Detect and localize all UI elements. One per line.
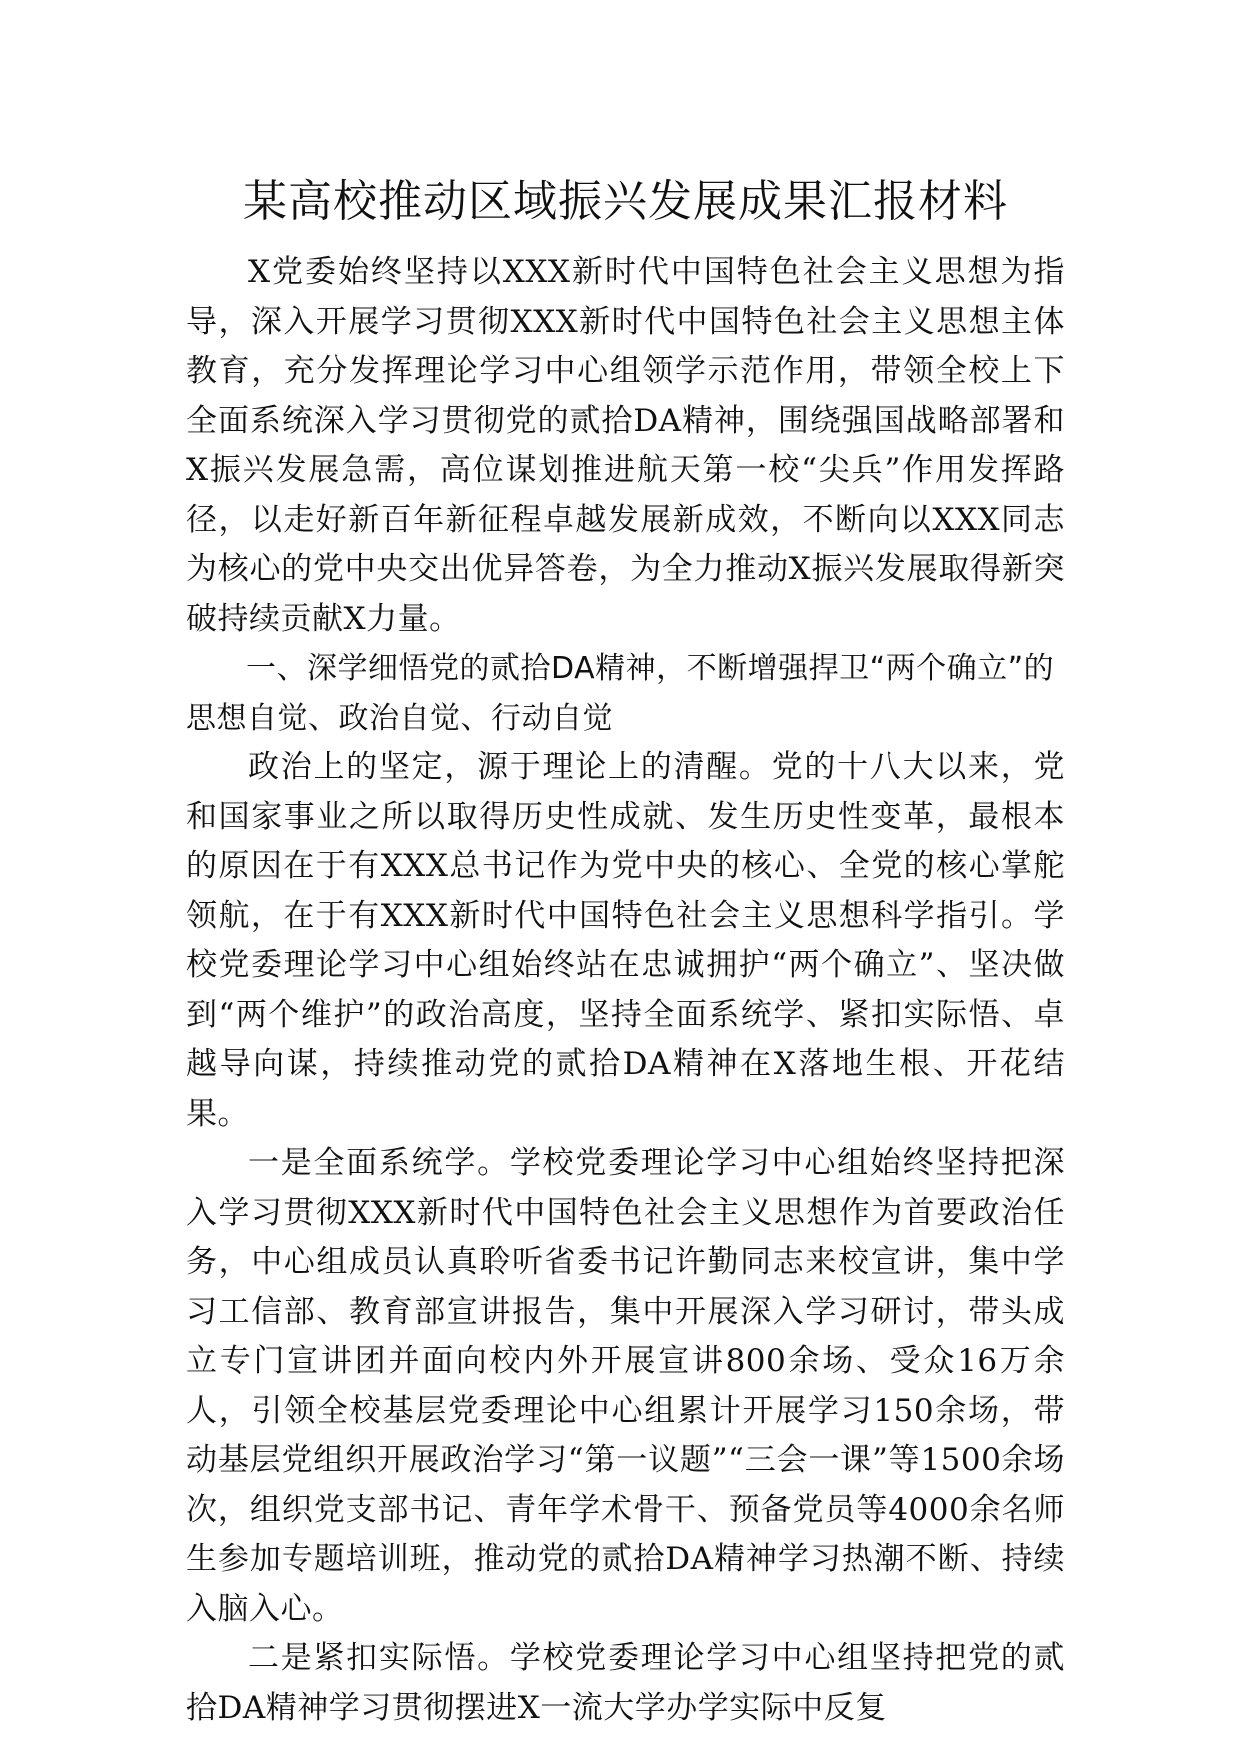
document-title: 某高校推动区域振兴发展成果汇报材料	[243, 176, 1008, 227]
body-paragraph-political: 政治上的坚定，源于理论上的清醒。党的十八大以来，党和国家事业之所以取得历史性成就、发生历史性变革，最根本的原因在于有XXX总书记作为党中央的核心、全党的核心掌舵领航，在于有XXX新时代中国特色社会主义思想科学指引。学校党委理论学习中心组始终站在忠诚拥护“两个确立”、坚决做到“两个维护”的政治高度，坚持全面系统学、紧扣实际悟、卓越导向谋，持续推动党的贰拾DA精神在X落地生根、开花结果。	[186, 749, 1065, 1132]
body-paragraph-practice: 二是紧扣实际悟。学校党委理论学习中心组坚持把党的贰拾DA精神学习贯彻摆进X一流大学办学实际中反复	[186, 1640, 1065, 1726]
intro-paragraph: X党委始终坚持以XXX新时代中国特色社会主义思想为指导，深入开展学习贯彻XXX新时代中国特色社会主义思想主体教育，充分发挥理论学习中心组领学示范作用，带领全校上下全面系统深入学习贯彻党的贰拾DA精神，围绕强国战略部署和X振兴发展急需，高位谋划推进航天第一校“尖兵”作用发挥路径，以走好新百年新征程卓越发展新成效，不断向以XXX同志为核心的党中央交出优异答卷，为全力推动X振兴发展取得新突破持续贡献X力量。	[186, 254, 1065, 637]
section-heading-1: 一、深学细悟党的贰拾DA精神，不断增强捍卫“两个确立”的思想自觉、政治自觉、行动自觉	[186, 651, 1055, 736]
body-paragraph-study: 一是全面系统学。学校党委理论学习中心组始终坚持把深入学习贯彻XXX新时代中国特色社会主义思想作为首要政治任务，中心组成员认真聆听省委书记许勤同志来校宣讲，集中学习工信部、教育部宣讲报告，集中开展深入学习研讨，带头成立专门宣讲团并面向校内外开展宣讲800余场、受众16万余人，引领全校基层党委理论中心组累计开展学习150余场，带动基层党组织开展政治学习“第一议题”“三会一课”等1500余场次，组织党支部书记、青年学术骨干、预备党员等4000余名师生参加专题培训班，推动党的贰拾DA精神学习热潮不断、持续入脑入心。	[186, 1145, 1065, 1627]
